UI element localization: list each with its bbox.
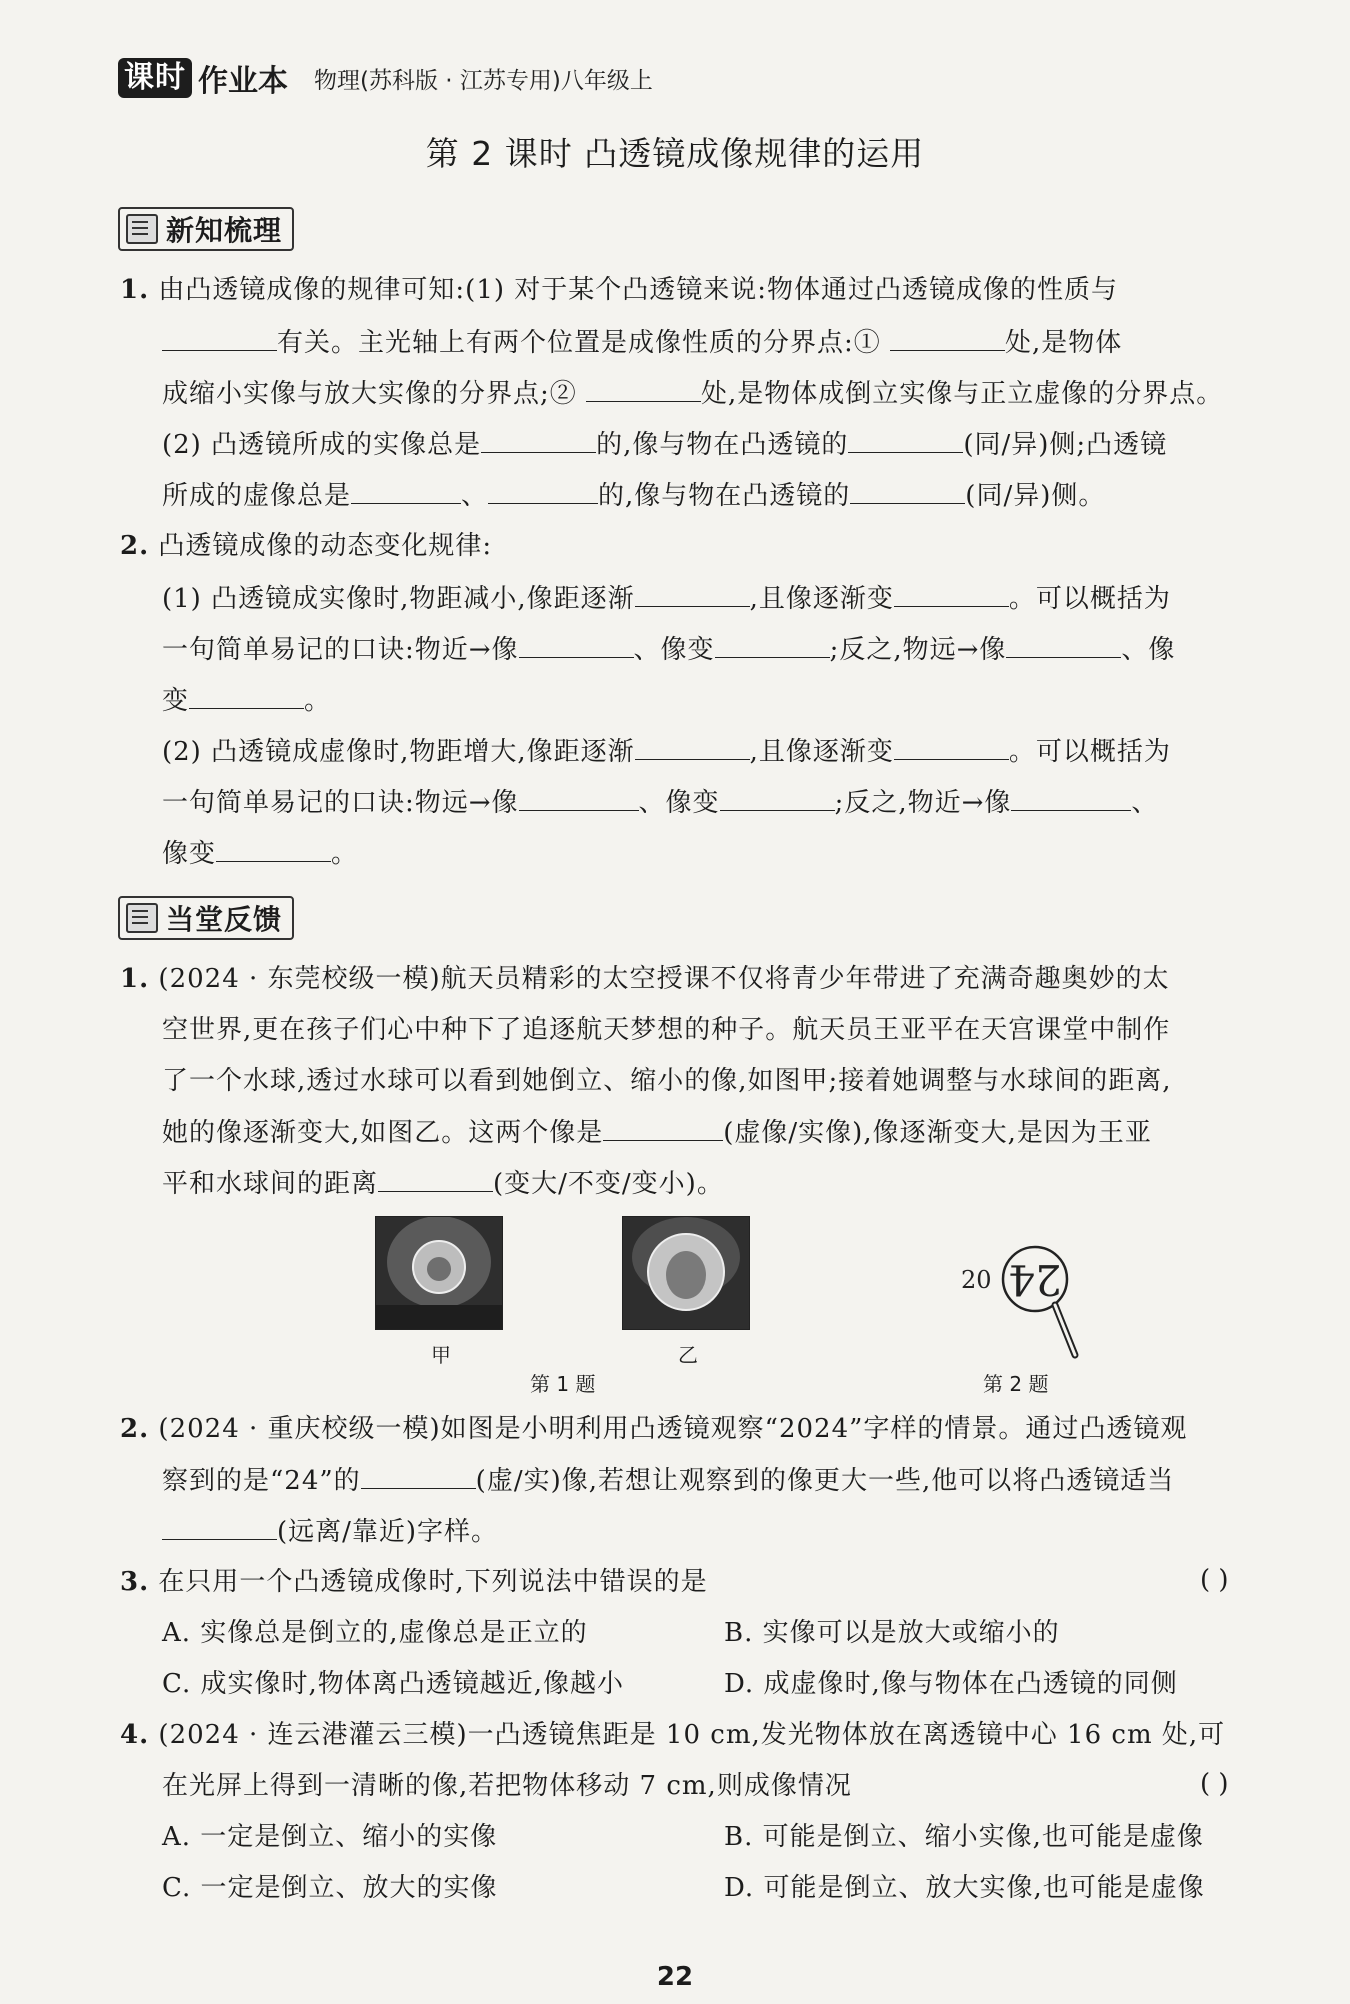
q2-line-3: (远离/靠近)字样。	[162, 1511, 498, 1552]
q3-option-b[interactable]: B. 实像可以是放大或缩小的	[724, 1618, 1060, 1648]
fig2-text-20: 20	[961, 1266, 992, 1294]
q4-option-c[interactable]: C. 一定是倒立、放大的实像	[162, 1873, 498, 1903]
notebook-icon	[126, 214, 158, 244]
pencil-note-icon	[126, 903, 158, 933]
section-feedback	[118, 896, 294, 940]
answer-blank[interactable]	[603, 1112, 723, 1141]
logo-text: 作业本	[198, 64, 288, 99]
q1-line-1: 1. (2024 · 东莞校级一模)航天员精彩的太空授课不仅将青少年带进了充满奇趣奥妙的太	[120, 964, 1170, 994]
brand-logo	[118, 56, 288, 100]
answer-blank[interactable]	[481, 424, 596, 453]
magnifier-figure	[955, 1235, 1095, 1365]
answer-blank[interactable]	[162, 1511, 277, 1540]
water-ball-photo-yi	[623, 1217, 749, 1329]
answer-blank[interactable]	[894, 578, 1009, 607]
answer-blank[interactable]	[189, 680, 304, 709]
q3-answer-paren[interactable]: ( )	[1200, 1565, 1229, 1595]
lesson-title: 第 2 课时 凸透镜成像规律的运用	[425, 134, 925, 173]
q1-line-4: 她的像逐渐变大,如图乙。这两个像是 (虚像/实像),像逐渐变大,是因为王亚	[162, 1112, 1152, 1153]
q4-option-b[interactable]: B. 可能是倒立、缩小实像,也可能是虚像	[724, 1822, 1204, 1852]
answer-blank[interactable]	[519, 629, 634, 658]
answer-blank[interactable]	[894, 731, 1009, 760]
fig2-text-24: 24	[1008, 1255, 1062, 1304]
k1-line-1: 1. 由凸透镜成像的规律可知:(1) 对于某个凸透镜来说:物体通过凸透镜成像的性质与	[120, 275, 1119, 305]
page-header	[118, 56, 653, 100]
page-number: 22	[656, 1962, 694, 1992]
q3-option-a[interactable]: A. 实像总是倒立的,虚像总是正立的	[162, 1618, 588, 1648]
answer-blank[interactable]	[216, 833, 331, 862]
q4-option-d[interactable]: D. 可能是倒立、放大实像,也可能是虚像	[724, 1873, 1205, 1903]
k2-line-1: 2. 凸透镜成像的动态变化规律:	[120, 531, 493, 561]
q2-line-2: 察到的是“24”的 (虚/实)像,若想让观察到的像更大一些,他可以将凸透镜适当	[162, 1460, 1174, 1501]
k2-line-2: (1) 凸透镜成实像时,物距减小,像距逐渐 ,且像逐渐变 。可以概括为	[162, 578, 1171, 619]
k1-line-4: (2) 凸透镜所成的实像总是 的,像与物在凸透镜的 (同/异)侧;凸透镜	[162, 424, 1167, 465]
k2-line-5: (2) 凸透镜成虚像时,物距增大,像距逐渐 ,且像逐渐变 。可以概括为	[162, 731, 1171, 772]
answer-blank[interactable]	[635, 731, 750, 760]
answer-blank[interactable]	[519, 782, 639, 811]
answer-blank[interactable]	[488, 475, 598, 504]
q4-line-1: 4. (2024 · 连云港灌云三模)一凸透镜焦距是 10 cm,发光物体放在离透镜中心 16 cm 处,可	[120, 1720, 1226, 1750]
q1-line-3: 了一个水球,透过水球可以看到她倒立、缩小的像,如图甲;接着她调整与水球间的距离,	[162, 1066, 1172, 1096]
k2-line-6: 一句简单易记的口诀:物远→像 、像变 ;反之,物近→像 、	[162, 782, 1158, 823]
q2-line-1: 2. (2024 · 重庆校级一模)如图是小明利用凸透镜观察“2024”字样的情景。通过凸透镜观	[120, 1414, 1188, 1444]
section-label: 新知梳理	[166, 214, 283, 247]
answer-blank[interactable]	[890, 322, 1005, 351]
q1-line-2: 空世界,更在孩子们心中种下了追逐航天梦想的种子。航天员王亚平在天宫课堂中制作	[162, 1015, 1171, 1045]
answer-blank[interactable]	[586, 373, 701, 402]
label-jia: 甲	[431, 1343, 451, 1367]
q4-answer-paren[interactable]: ( )	[1200, 1769, 1229, 1799]
q3-stem: 3. 在只用一个凸透镜成像时,下列说法中错误的是	[120, 1567, 708, 1597]
k2-line-4: 变 。	[162, 680, 331, 721]
photo-yi	[622, 1216, 750, 1330]
q1-line-5: 平和水球间的距离 (变大/不变/变小)。	[162, 1163, 724, 1204]
q3-option-c[interactable]: C. 成实像时,物体离凸透镜越近,像越小	[162, 1669, 625, 1699]
book-subject: 物理(苏科版 · 江苏专用)八年级上	[314, 67, 653, 94]
section-label: 当堂反馈	[166, 903, 283, 936]
photo-jia	[375, 1216, 503, 1330]
k1-line-3: 成缩小实像与放大实像的分界点;② 处,是物体成倒立实像与正立虚像的分界点。	[162, 373, 1223, 414]
k1-line-5: 所成的虚像总是 、 的,像与物在凸透镜的 (同/异)侧。	[162, 475, 1105, 516]
answer-blank[interactable]	[1011, 782, 1131, 811]
figure-caption-2: 第 2 题	[983, 1372, 1049, 1396]
figure-caption-1: 第 1 题	[530, 1372, 596, 1396]
answer-blank[interactable]	[720, 782, 835, 811]
answer-blank[interactable]	[635, 578, 750, 607]
answer-blank[interactable]	[162, 322, 277, 351]
q4-option-a[interactable]: A. 一定是倒立、缩小的实像	[162, 1822, 498, 1852]
k2-line-3: 一句简单易记的口诀:物近→像 、像变 ;反之,物远→像 、像	[162, 629, 1175, 670]
q4-line-2: 在光屏上得到一清晰的像,若把物体移动 7 cm,则成像情况	[162, 1771, 852, 1801]
label-yi: 乙	[678, 1343, 698, 1367]
k1-line-2: 有关。主光轴上有两个位置是成像性质的分界点:① 处,是物体	[162, 322, 1122, 363]
water-ball-photo-jia	[376, 1217, 502, 1329]
answer-blank[interactable]	[351, 475, 461, 504]
q3-option-d[interactable]: D. 成虚像时,像与物体在凸透镜的同侧	[724, 1669, 1178, 1699]
answer-blank[interactable]	[1006, 629, 1121, 658]
logo-box: 课时	[118, 58, 192, 98]
section-new-knowledge	[118, 207, 294, 251]
answer-blank[interactable]	[378, 1163, 493, 1192]
answer-blank[interactable]	[361, 1460, 476, 1489]
answer-blank[interactable]	[850, 475, 965, 504]
k2-line-7: 像变 。	[162, 833, 358, 874]
answer-blank[interactable]	[848, 424, 963, 453]
answer-blank[interactable]	[715, 629, 830, 658]
